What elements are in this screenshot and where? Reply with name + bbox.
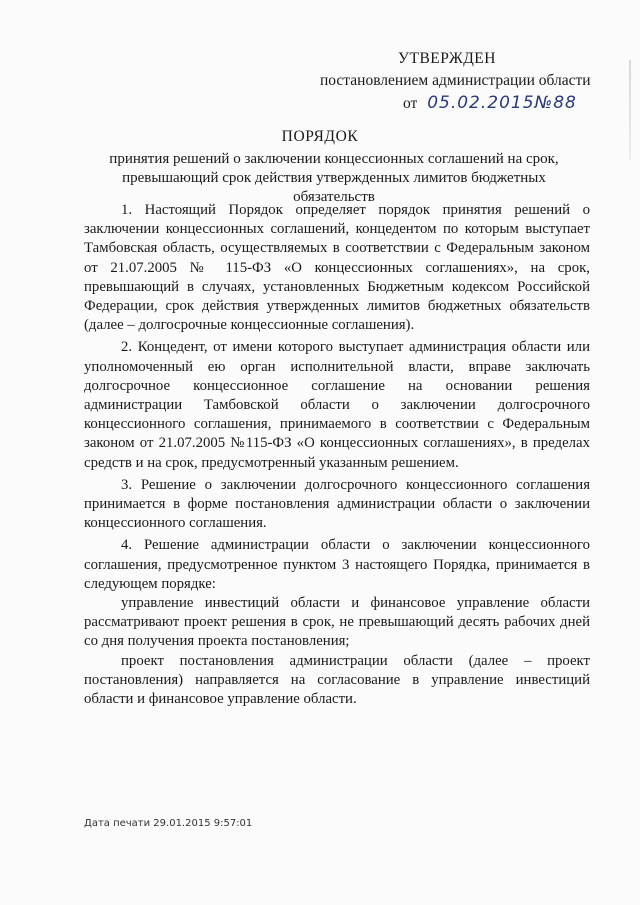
date-prefix: от: [403, 95, 418, 112]
paragraph-1: 1. Настоящий Порядок определяет порядок принятия решений о заключении концессионных соглашений, концедентом по которым выступает Тамбовская область, осуществляемых в соответствии с Федеральным законом от 21.07.2005 № 115-ФЗ «О концессионных соглашениях», на срок, превышающий в случаях, установленных Бюджетным кодексом Российской Федерации, срок действия утвержденных лимитов бюджетных обязательств (далее – долгосрочные концессионные соглашения).: [84, 202, 590, 334]
document-title: ПОРЯДОК: [281, 128, 359, 145]
paragraph-2: 2. Концедент, от имени которого выступает администрация области или уполномоченный ею орган исполнительной власти, вправе заключать долгосрочное концессионное соглашение на основании решения администрации Тамбовской области о заключении долгосрочного концессионного соглашения, принимаемого в соответствии с Федеральным законом от 21.07.2005 №115-ФЗ «О концессионных соглашениях», в пределах средств и на срок, предусмотренный указанным решением.: [84, 339, 590, 471]
print-date-footer: Дата печати 29.01.2015 9:57:01: [84, 818, 253, 829]
paragraph-4: 4. Решение администрации области о заключении концессионного соглашения, предусмотренное пунктом 3 настоящего Порядка, принимается в следующем порядке:: [84, 537, 590, 592]
approval-stamp-block: [318, 48, 618, 115]
paragraph-3: 3. Решение о заключении долгосрочного концессионного соглашения принимается в форме постановления администрации области о заключении концессионного соглашения.: [84, 476, 590, 532]
paragraph-4-item-2: проект постановления администрации области (далее – проект постановления) направляется на согласование в управление инвестиций области и финансовое управление области.: [84, 652, 590, 708]
paragraph-4-item-1: управление инвестиций области и финансовое управление области рассматривают проект решения в срок, не превышающий десять рабочих дней со дня получения проекта постановления;: [84, 595, 590, 650]
handwritten-date-number: 05.02.2015№88: [427, 93, 577, 113]
document-body: [84, 201, 590, 709]
approved-title: УТВЕРЖДЕН: [398, 50, 496, 67]
approval-date-line: [403, 92, 618, 115]
document-subtitle: принятия решений о заключении концессионных соглашений на срок, превышающий срок действия утвержденных лимитов бюджетных обязательств: [109, 151, 559, 205]
approved-by-text: постановлением администрации области: [320, 72, 591, 89]
